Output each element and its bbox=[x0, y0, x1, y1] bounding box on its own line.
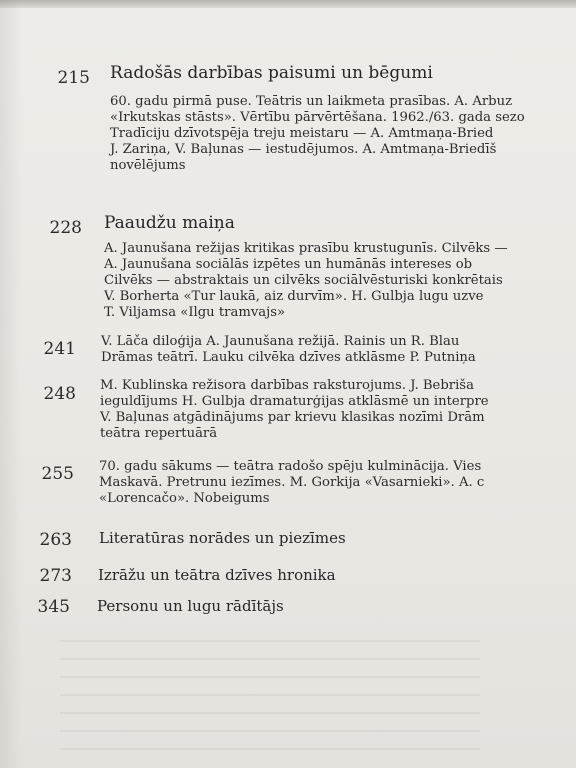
toc-section-description bbox=[99, 459, 484, 507]
toc-section-description bbox=[110, 94, 525, 174]
toc-page-number: 215 bbox=[57, 68, 90, 88]
toc-description-line: «Lorencačo». Nobeigums bbox=[99, 491, 270, 506]
toc-description-line: M. Kublinska režisora darbības raksturojums. J. Bebriša bbox=[100, 378, 474, 393]
toc-page-number: 273 bbox=[39, 566, 72, 586]
toc-description-line: V. Lāča diloģija A. Jaunušana režijā. Rainis un R. Blau bbox=[101, 334, 460, 349]
toc-section-description bbox=[100, 378, 489, 442]
toc-section-title: Izrāžu un teātra dzīves hronika bbox=[98, 566, 336, 584]
toc-page-number: 248 bbox=[43, 384, 76, 404]
toc-description-line: Tradīciju dzīvotspēja treju meistaru — A. Amtmaņa-Bried bbox=[110, 126, 494, 141]
toc-page-number: 263 bbox=[39, 530, 72, 550]
toc-description-line: 70. gadu sākums — teātra radošo spēju kulminācija. Vies bbox=[99, 459, 482, 474]
toc-section-title: Paaudžu maiņa bbox=[104, 213, 235, 233]
toc-description-line: novēlējums bbox=[110, 158, 186, 173]
toc-section-description bbox=[104, 241, 508, 321]
toc-page-number: 228 bbox=[49, 218, 82, 238]
toc-description-line: V. Baļunas atgādinājums par krievu klasikas nozīmi Drām bbox=[100, 410, 485, 425]
toc-section-title: Personu un lugu rādītājs bbox=[97, 597, 284, 615]
toc-page-number: 255 bbox=[41, 464, 74, 484]
toc-page-number: 241 bbox=[43, 339, 76, 359]
toc-description-line: A. Jaunušana sociālās izpētes un humānās intereses ob bbox=[104, 257, 473, 272]
toc-description-line: T. Viljamsa «Ilgu tramvajs» bbox=[104, 305, 286, 320]
toc-description-line: V. Borherta «Tur laukā, aiz durvīm». H. Gulbja lugu uzve bbox=[104, 289, 484, 304]
toc-description-line: A. Jaunušana režijas kritikas prasību krustugunīs. Cilvēks — bbox=[104, 241, 508, 256]
toc-description-line: ieguldījums H. Gulbja dramaturģijas atklāsmē un interpre bbox=[100, 394, 489, 409]
toc-section-title: Radošās darbības paisumi un bēgumi bbox=[110, 63, 433, 83]
toc-section-description bbox=[101, 334, 476, 366]
page-top-edge bbox=[0, 0, 576, 8]
toc-section-title: Literatūras norādes un piezīmes bbox=[99, 529, 346, 547]
toc-description-line: Drāmas teātrī. Lauku cilvēka dzīves atklāsme P. Putniņa bbox=[101, 350, 476, 365]
toc-description-line: 60. gadu pirmā puse. Teātris un laikmeta prasības. A. Arbuz bbox=[110, 94, 513, 109]
toc-description-line: J. Zariņa, V. Baļunas — iestudējumos. A. Amtmaņa-Briedīš bbox=[110, 142, 497, 157]
toc-description-line: teātra repertuārā bbox=[100, 426, 218, 441]
toc-description-line: «Irkutskas stāsts». Vērtību pārvērtēšana. 1962./63. gada sezo bbox=[110, 110, 525, 125]
show-through-texture bbox=[60, 640, 480, 750]
toc-page-number: 345 bbox=[37, 597, 70, 617]
toc-description-line: Maskavā. Pretrunu iezīmes. M. Gorkija «Vasarnieki». A. c bbox=[99, 475, 485, 490]
toc-description-line: Cilvēks — abstraktais un cilvēks sociālvēsturiski konkrētais bbox=[104, 273, 503, 288]
